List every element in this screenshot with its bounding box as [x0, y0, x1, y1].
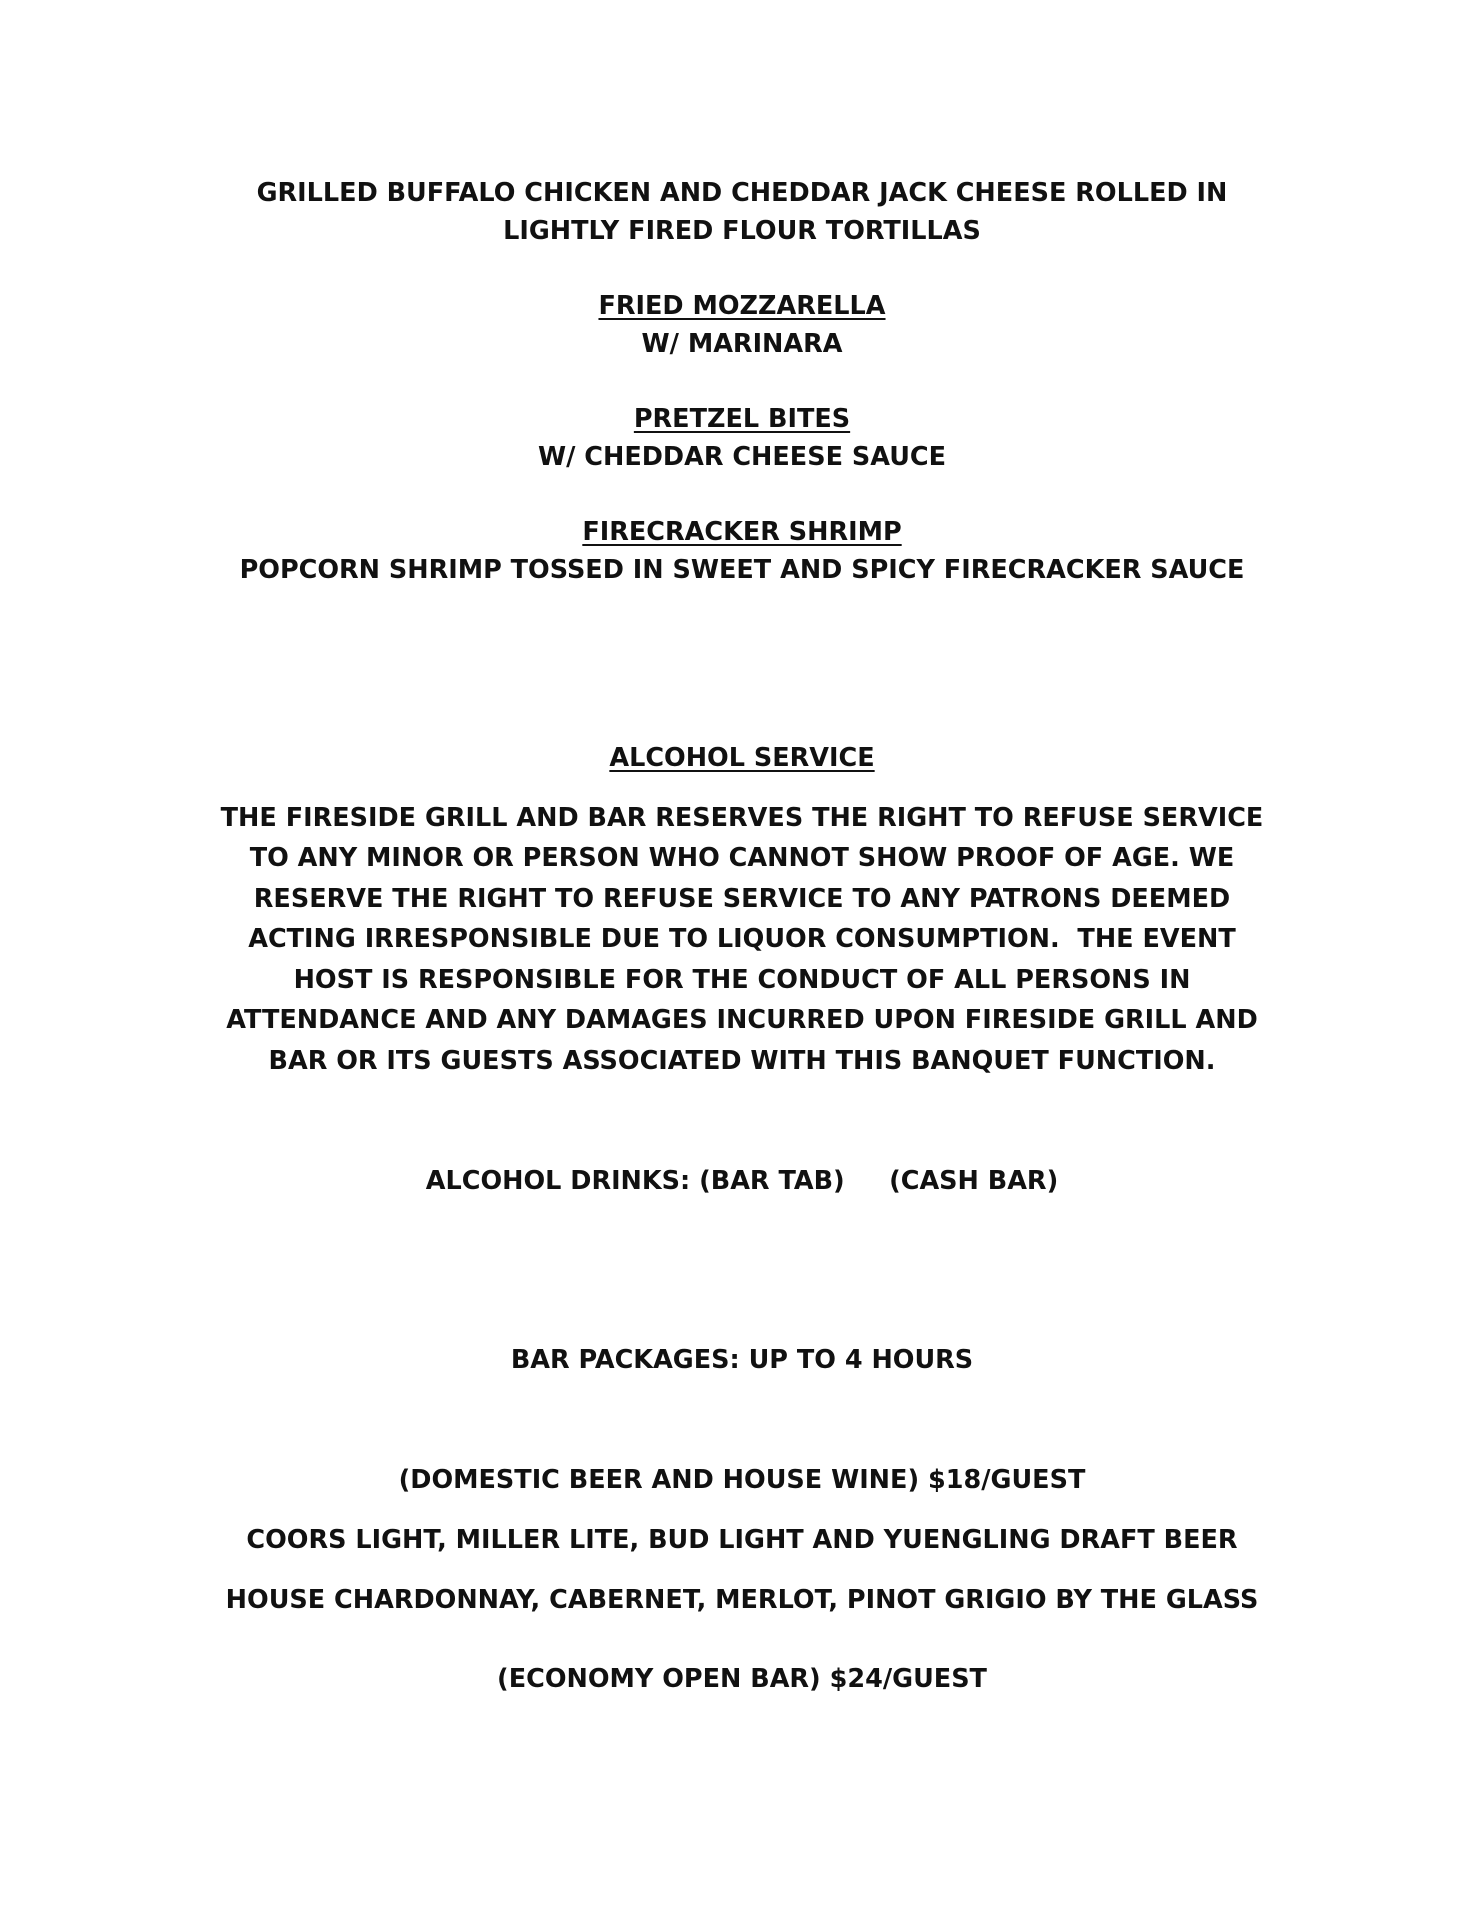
appetizer-description: W/ CHEDDAR CHEESE SAUCE [537, 442, 947, 472]
bar-packages-heading: BAR PACKAGES: UP TO 4 HOURS [510, 1345, 974, 1375]
appetizer-name: FIRECRACKER SHRIMP [582, 517, 902, 547]
alcohol-service-heading: ALCOHOL SERVICE [609, 743, 875, 773]
policy-line: HOST IS RESPONSIBLE FOR THE CONDUCT OF ALL PERSONS IN [293, 965, 1191, 995]
domestic-beer-list: COORS LIGHT, MILLER LITE, BUD LIGHT AND YUENGLING DRAFT BEER [246, 1525, 1238, 1555]
domestic-package-title: (DOMESTIC BEER AND HOUSE WINE) $18/GUEST [398, 1465, 1086, 1495]
policy-line: BAR OR ITS GUESTS ASSOCIATED WITH THIS BANQUET FUNCTION. [268, 1046, 1216, 1076]
appetizer-description: W/ MARINARA [641, 329, 843, 359]
intro-line-1: GRILLED BUFFALO CHICKEN AND CHEDDAR JACK CHEESE ROLLED IN [256, 178, 1228, 208]
policy-line: RESERVE THE RIGHT TO REFUSE SERVICE TO ANY PATRONS DEEMED [253, 884, 1231, 914]
policy-line: ATTENDANCE AND ANY DAMAGES INCURRED UPON FIRESIDE GRILL AND [226, 1005, 1258, 1035]
alcohol-drinks-options: ALCOHOL DRINKS: (BAR TAB) (CASH BAR) [425, 1166, 1059, 1196]
intro-line-2: LIGHTLY FIRED FLOUR TORTILLAS [503, 216, 981, 246]
appetizer-description: POPCORN SHRIMP TOSSED IN SWEET AND SPICY FIRECRACKER SAUCE [239, 555, 1245, 585]
appetizer-name: PRETZEL BITES [633, 404, 851, 434]
economy-package-title: (ECONOMY OPEN BAR) $24/GUEST [497, 1664, 987, 1694]
policy-line: ACTING IRRESPONSIBLE DUE TO LIQUOR CONSUMPTION. THE EVENT [248, 924, 1236, 954]
house-wine-list: HOUSE CHARDONNAY, CABERNET, MERLOT, PINOT GRIGIO BY THE GLASS [225, 1585, 1259, 1615]
policy-line: TO ANY MINOR OR PERSON WHO CANNOT SHOW PROOF OF AGE. WE [249, 843, 1235, 873]
appetizer-name: FRIED MOZZARELLA [598, 291, 886, 321]
policy-line: THE FIRESIDE GRILL AND BAR RESERVES THE RIGHT TO REFUSE SERVICE [220, 803, 1264, 833]
